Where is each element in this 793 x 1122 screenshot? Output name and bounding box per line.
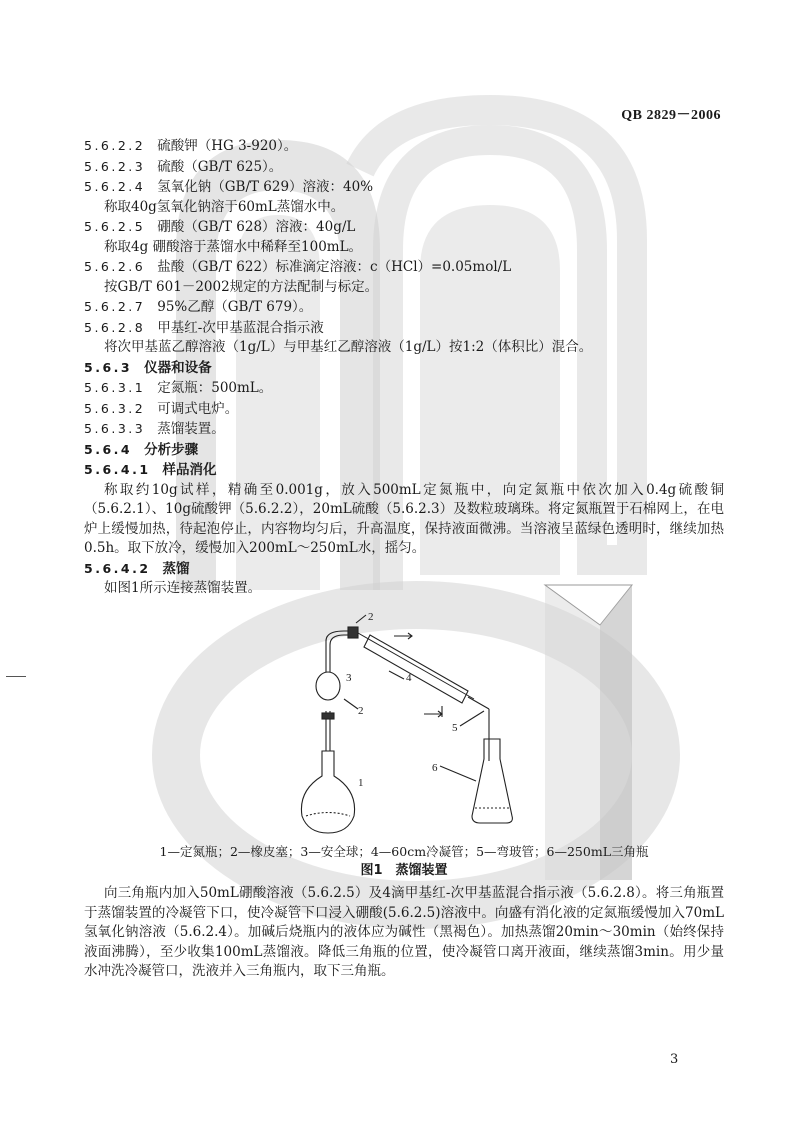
label-2-top: 2 xyxy=(368,610,374,623)
label-4: 4 xyxy=(406,671,412,684)
clause-line xyxy=(84,198,724,218)
clause-line xyxy=(84,419,724,440)
clause-text: 95%乙醇（GB/T 679）。 xyxy=(157,299,313,315)
clause-text: 定氮瓶：500mL。 xyxy=(157,380,273,396)
clause-line xyxy=(84,157,724,178)
clause-line xyxy=(84,217,724,238)
section-heading xyxy=(84,559,724,580)
clause-number: 5.6.2.3 xyxy=(84,158,146,174)
clause-list xyxy=(84,136,724,481)
clause-text: 氢氧化钠（GB/T 629）溶液：40% xyxy=(157,179,374,195)
clause-text: 可调式电炉。 xyxy=(157,400,239,417)
figure-caption: 1—定氮瓶；2—橡皮塞；3—安全球；4—60cm冷凝管；5—弯玻管；6—250mL三角瓶 xyxy=(159,843,649,859)
clause-line xyxy=(84,136,724,157)
clause-text: 称取40g氢氧化钠溶于60mL蒸馏水中。 xyxy=(104,198,345,215)
clause-text: 硫酸钾（HG 3-920）。 xyxy=(157,138,298,154)
clause-line xyxy=(84,440,724,461)
clause-text: 硼酸（GB/T 628）溶液：40g/L xyxy=(157,219,356,235)
clause-number: 5.6.4.1 xyxy=(84,462,151,477)
clause-text: 盐酸（GB/T 622）标准滴定溶液：c（HCl）=0.05mol/L xyxy=(157,259,512,275)
clause-line xyxy=(84,278,724,298)
clause-number: 5.6.3.3 xyxy=(84,421,146,436)
clause-line xyxy=(84,257,724,278)
clause-line xyxy=(84,238,724,258)
clause-number: 5.6.4 xyxy=(84,441,133,457)
label-6: 6 xyxy=(432,761,438,774)
label-3: 3 xyxy=(346,671,352,684)
page-number: 3 xyxy=(670,1052,679,1067)
figure-distillation-apparatus xyxy=(84,611,724,843)
label-1: 1 xyxy=(358,776,364,789)
clause-line xyxy=(84,460,724,481)
label-5: 5 xyxy=(452,721,458,734)
paragraph-digestion: 称取约10g试样，精确至0.001g，放入500mL定氮瓶中，向定氮瓶中依次加入0.4g硫酸铜（5.6.2.1）、10g硫酸钾（5.6.2.2），20mL硫酸（5.6.2.3）及数粒玻璃珠。将定氮瓶置于石棉网上，在电炉上缓慢加热，待起泡停止，内容物均匀后，升高温度，保持液面微沸。当溶液呈蓝绿色透明时，继续加热0.5h。取下放冷，缓慢加入200mL～250mL水，摇匀。 xyxy=(84,481,724,556)
clause-number: 5.6.2.8 xyxy=(84,319,146,335)
clause-text: 按GB/T 601－2002规定的方法配制与标定。 xyxy=(104,278,379,295)
clause-text: 蒸馏装置。 xyxy=(157,421,225,437)
clause-line xyxy=(84,399,724,420)
clause-text: 样品消化 xyxy=(162,462,217,478)
clause-line xyxy=(84,378,724,399)
clause-number: 5.6.3 xyxy=(84,359,133,375)
clause-number: 5.6.3.1 xyxy=(84,380,146,395)
clause-line xyxy=(84,318,724,339)
clause-line xyxy=(84,177,724,198)
clause-number: 5.6.2.7 xyxy=(84,299,146,314)
clause-number: 5.6.2.4 xyxy=(84,179,146,194)
clause-text: 甲基红-次甲基蓝混合指示液 xyxy=(157,319,324,336)
clause-line xyxy=(84,297,724,318)
clause-line xyxy=(84,358,724,379)
figure-title: 图1 蒸馏装置 xyxy=(360,862,448,878)
clause-number: 5.6.2.6 xyxy=(84,259,146,274)
standard-code-header: QB 2829－2006 xyxy=(621,108,721,123)
clause-text: 将次甲基蓝乙醇溶液（1g/L）与甲基红乙醇溶液（1g/L）按1:2（体积比）混合。 xyxy=(104,339,593,355)
section-title: 蒸馏 xyxy=(162,560,190,577)
clause-number: 5.6.2.5 xyxy=(84,219,146,234)
paragraph-distillation-procedure: 向三角瓶内加入50mL硼酸溶液（5.6.2.5）及4滴甲基红-次甲基蓝混合指示液（5.6.2.8）。将三角瓶置于蒸馏装置的冷凝管下口，使冷凝管下口浸入硼酸(5.6.2.5)溶液中。向盛有消化液的定氮瓶缓慢加入70mL氢氧化钠溶液（5.6.2.4）。加碱后烧瓶内的液体应为碱性（黑褐色）。加热蒸馏20min～30min（始终保持液面沸腾），至少收集100mL蒸馏液。降低三角瓶的位置，使冷凝管口离开液面，继续蒸馏3min。用少量水冲洗冷凝管口，洗液并入三角瓶内，取下三角瓶。 xyxy=(84,885,724,979)
clause-number: 5.6.3.2 xyxy=(84,400,146,416)
clause-line xyxy=(84,338,724,358)
clause-number: 5.6.2.2 xyxy=(84,138,146,153)
clause-text: 分析步骤 xyxy=(144,441,199,458)
clause-text: 仪器和设备 xyxy=(144,359,212,376)
apparatus-diagram xyxy=(284,611,524,843)
label-2-lower: 2 xyxy=(358,704,364,717)
clause-text: 称取4g 硼酸溶于蒸馏水中稀释至100mL。 xyxy=(104,238,363,255)
document-body xyxy=(84,136,724,982)
margin-mark xyxy=(6,676,26,677)
clause-text: 硫酸（GB/T 625）。 xyxy=(157,158,283,175)
section-number: 5.6.4.2 xyxy=(84,560,151,576)
paragraph-distillation-intro: 如图1所示连接蒸馏装置。 xyxy=(104,580,262,596)
